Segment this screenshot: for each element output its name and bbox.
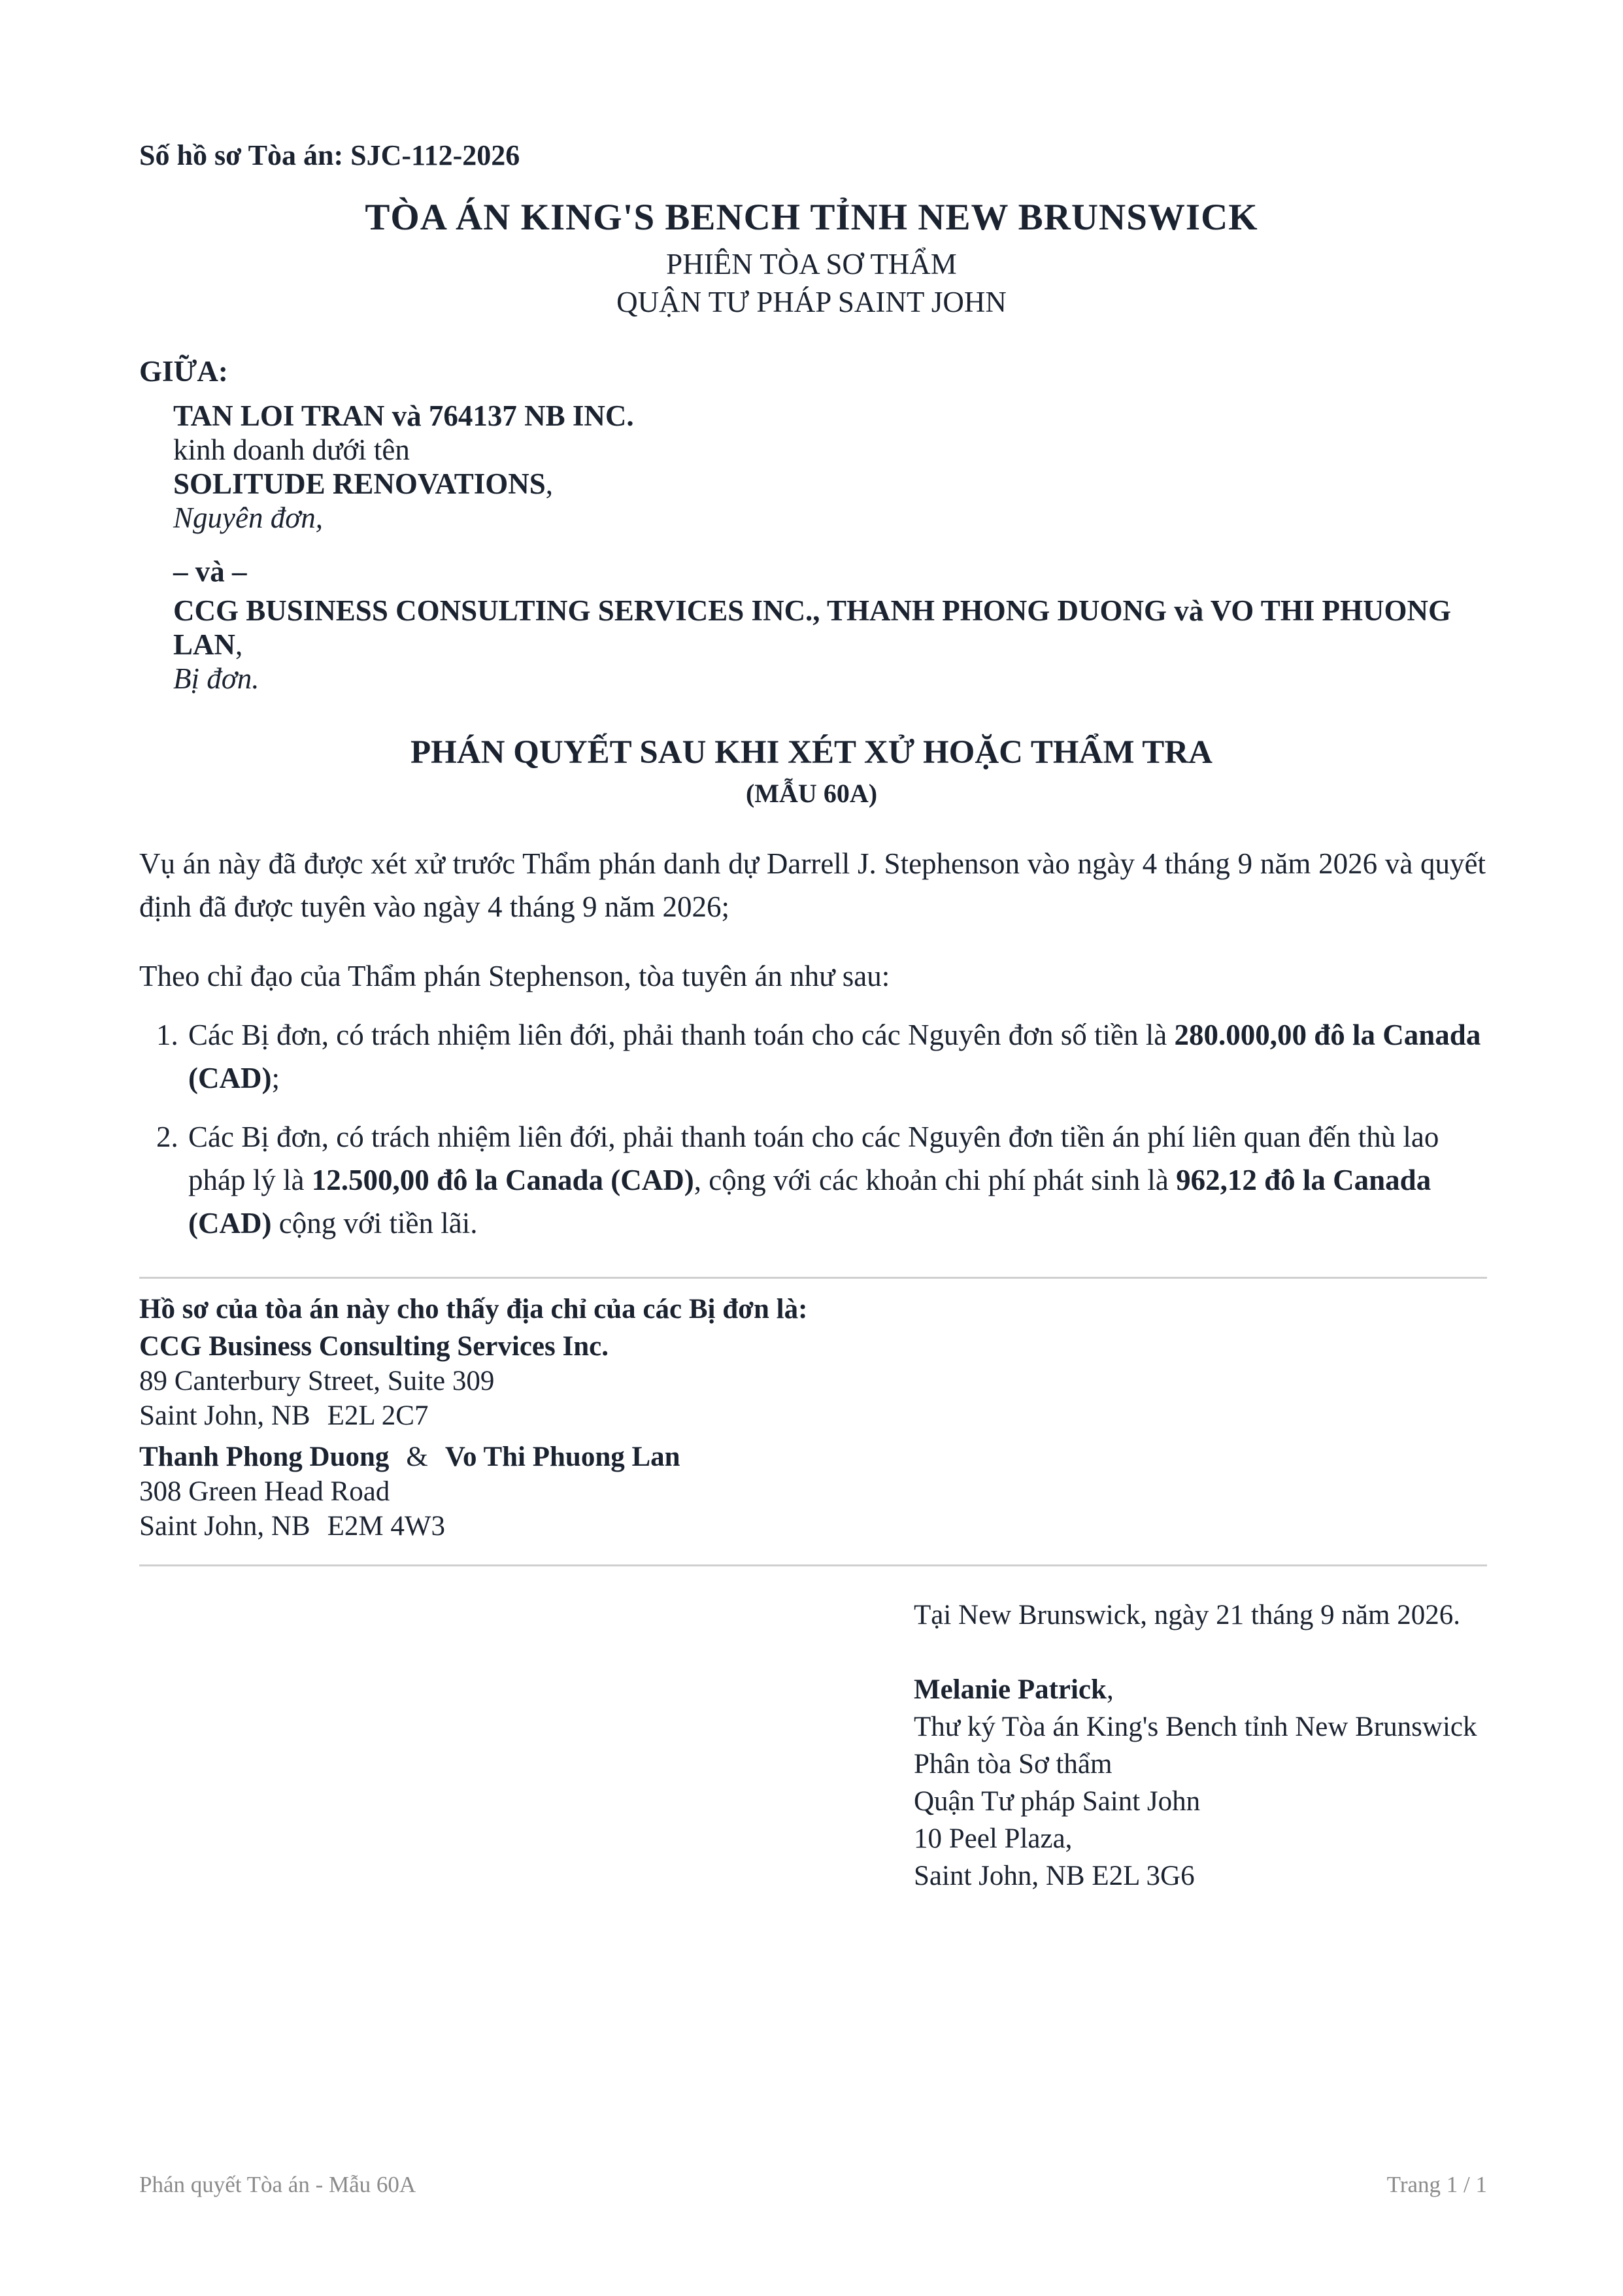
address-city: Saint John, NB	[139, 1511, 310, 1542]
defendants-role: Bị đơn.	[173, 662, 259, 695]
ampersand: &	[406, 1442, 428, 1472]
signing-place-date: Tại New Brunswick, ngày 21 tháng 9 năm 2026.	[914, 1600, 1460, 1630]
signatory-title: Thư ký Tòa án King's Bench tỉnh New Brunswick	[914, 1712, 1477, 1742]
footer-document-title: Phán quyết Tòa án - Mẫu 60A	[139, 2172, 416, 2197]
orders-list	[139, 1013, 1486, 1245]
judicial-district: QUẬN TƯ PHÁP SAINT JOHN	[616, 286, 1007, 318]
address-city-line	[139, 1509, 680, 1544]
address-street: 308 Green Head Road	[139, 1476, 390, 1507]
trade-name-comma: ,	[545, 467, 554, 500]
plaintiffs-dba: kinh doanh dưới tên	[173, 433, 410, 466]
order-number: 2.	[156, 1121, 178, 1153]
footer-page-number: Trang 1 / 1	[1386, 2172, 1487, 2197]
plaintiffs-names: TAN LOI TRAN và 764137 NB INC.	[173, 399, 634, 432]
defendants-block	[173, 594, 1494, 696]
address-name: CCG Business Consulting Services Inc.	[139, 1331, 609, 1362]
defendants-names-line	[173, 594, 1494, 662]
order-text: Các Bị đơn, có trách nhiệm liên đới, phải thanh toán cho các Nguyên đơn tiền án phí liên quan đến thù lao pháp lý là	[188, 1121, 1439, 1196]
addresses-intro: Hồ sơ của tòa án này cho thấy địa chỉ của các Bị đơn là:	[139, 1294, 808, 1325]
plaintiffs-role: Nguyên đơn,	[173, 501, 323, 534]
address-postal: E2L 2C7	[327, 1400, 429, 1431]
plaintiffs-block	[173, 399, 634, 535]
address-name: Vo Thi Phuong Lan	[444, 1442, 680, 1472]
defendants-comma: ,	[235, 628, 243, 661]
between-label: GIỮA:	[139, 355, 228, 388]
court-city: Saint John, NB E2L 3G6	[914, 1861, 1195, 1891]
signature-block	[914, 1596, 1477, 1895]
plaintiffs-trade-name-line	[173, 467, 634, 501]
order-amount: 12.500,00 đô la Canada (CAD)	[311, 1164, 694, 1196]
defendant-address-1	[139, 1329, 609, 1433]
divider	[139, 1277, 1487, 1279]
signatory-district: Quận Tư pháp Saint John	[914, 1786, 1201, 1817]
defendant-address-2	[139, 1440, 680, 1544]
judgment-title: PHÁN QUYẾT SAU KHI XÉT XỬ HOẶC THẨM TRA	[410, 734, 1213, 771]
divider	[139, 1564, 1487, 1566]
order-text: , cộng với các khoản chi phí phát sinh là	[694, 1164, 1177, 1196]
order-amount: 280.000,00 đô la Canada (CAD)	[188, 1019, 1481, 1094]
signatory-name: Melanie Patrick	[914, 1674, 1107, 1705]
court-street: 10 Peel Plaza,	[914, 1823, 1073, 1854]
order-text: ;	[271, 1062, 280, 1094]
address-street: 89 Canterbury Street, Suite 309	[139, 1366, 495, 1396]
address-postal: E2M 4W3	[327, 1511, 445, 1542]
court-division: PHIÊN TÒA SƠ THẨM	[666, 248, 957, 280]
order-amount: 962,12 đô la Canada (CAD)	[188, 1164, 1431, 1240]
order-intro: Theo chỉ đạo của Thẩm phán Stephenson, tòa tuyên án như sau:	[139, 960, 890, 992]
signatory-line	[914, 1671, 1477, 1708]
address-name: Thanh Phong Duong	[139, 1442, 390, 1472]
form-number: (MẪU 60A)	[745, 779, 878, 808]
address-names-line	[139, 1440, 680, 1474]
order-text: Các Bị đơn, có trách nhiệm liên đới, phải thanh toán cho các Nguyên đơn số tiền là	[188, 1019, 1175, 1051]
court-file-number: Số hồ sơ Tòa án: SJC-112-2026	[139, 139, 520, 171]
and-separator: – và –	[173, 555, 247, 588]
signatory-comma: ,	[1106, 1674, 1114, 1705]
order-item	[139, 1013, 1486, 1100]
plaintiffs-trade-name: SOLITUDE RENOVATIONS	[173, 467, 546, 500]
signatory-division: Phân tòa Sơ thẩm	[914, 1749, 1113, 1780]
defendants-names: CCG BUSINESS CONSULTING SERVICES INC., THANH PHONG DUONG và VO THI PHUONG LAN	[173, 594, 1451, 661]
address-city-line	[139, 1398, 609, 1433]
heard-paragraph: Vụ án này đã được xét xử trước Thẩm phán danh dự Darrell J. Stephenson vào ngày 4 tháng 9 năm 2026 và quyết định đã được tuyên vào ngày 4 tháng 9 năm 2026;	[139, 847, 1486, 923]
court-name-heading: TÒA ÁN KING'S BENCH TỈNH NEW BRUNSWICK	[365, 197, 1258, 238]
order-number: 1.	[156, 1019, 178, 1051]
order-text: cộng với tiền lãi.	[271, 1207, 478, 1240]
address-city: Saint John, NB	[139, 1400, 310, 1431]
order-item	[139, 1115, 1486, 1245]
